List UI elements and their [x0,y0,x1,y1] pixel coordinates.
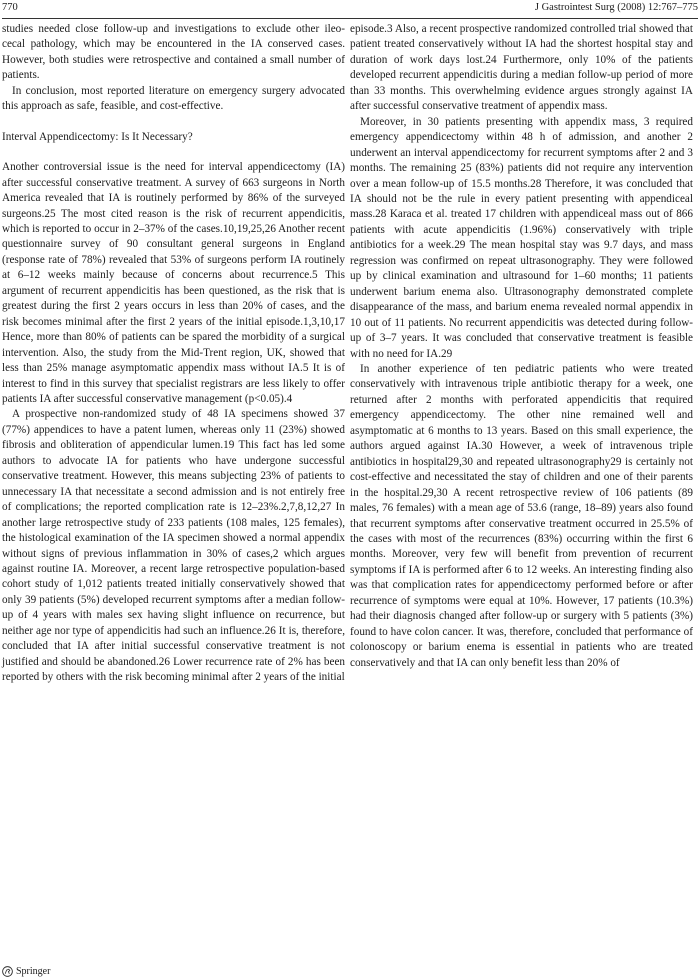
left-column [2,22,345,686]
springer-horse-icon [2,966,13,977]
page-number: 770 [2,2,18,13]
header-rule [2,18,698,19]
section-heading: Interval Appendicectomy: Is It Necessary? [2,130,193,143]
paragraph: episode.3 Also, a recent prospective randomized controlled trial showed that patient treated conservatively without IA had the shortest hospital stay and duration of work days lost.24 Furthermore, only 10% of the patients developed recurrent appendicitis during a median follow-up period of more than 33 months. This overwhelming evidence argues strongly against IA after successful conservative treatment of appendix mass. [350,23,693,113]
paragraph: In another experience of ten pediatric patients who were treated conservatively with intravenous triple antibiotic therapy for a week, one returned after 2 months with perforated appendicitis that required emergency appendicectomy. The other nine remained well and asymptomatic at 6 months to 13 years. Based on this small experience, the authors argued against IA.30 However, a week of intravenous triple antibiotics in hospital29,30 and repeated ultrasonography29 is certainly not cost-effective and necessitated the stay of children and one of their parents in the hospital.29,30 A recent retrospective review of 106 patients (89 males, 76 females) with a mean age of 53.6 (range, 18–89) years also found that recurrent symptoms after conservative treatment occurred in 25.5% of the cases with most of the recurrences (83%) occurring within the first 6 months. Moreover, very few will benefit from prevention of recurrent symptoms if IA is performed after 6 to 12 weeks. An interesting finding also was that complication rates for appendicectomy performed before or after recurrence of symptoms were equal at 10%. However, 17 patients (10.3%) had their diagnosis changed after follow-up or surgery with 5 patients (3%) found to have colon cancer. It was, therefore, concluded that performance of colonoscopy or barium enema is essential in patients who are treated conservatively and that IA can only benefit less than 20% of [350,362,693,669]
paragraph: studies needed close follow-up and investigations to exclude other ileo-cecal pathology, which may be encountered in the IA conserved cases. However, both studies were retrospective and contained a small number of patients. [2,23,345,82]
journal-citation: J Gastrointest Surg (2008) 12:767–775 [534,2,698,13]
paragraph: Another controversial issue is the need for interval appendicectomy (IA) after successful conservative treatment. A survey of 663 surgeons in North America revealed that IA is routinely performed by 86% of the surveyed surgeons.25 The most cited reason is the risk of recurrent appendicitis, which is reported to occur in 2–37% of the cases.10,19,25,26 Another recent questionnaire survey of 90 consultant general surgeons in England (response rate of 78%) revealed that 53% of surgeons perform IA routinely at 6–12 weeks mainly because of concerns about recurrence.5 This argument of recurrent appendicitis has been questioned, as the risk that is greatest during the first 2 years occurs in less than 20% of cases, and the risk becomes minimal after the first 2 years of the initial episode.1,3,10,17 Hence, more than 80% of patients can be spared the morbidity of a surgical intervention. Also, the study from the Mid-Trent region, UK, showed that less than 25% manage asymptomatic appendix mass without IA.5 It is of interest to find in this survey that specialist registrars are less likely to offer patients IA after successful conservative management (p<0.05).4 [2,161,345,405]
paragraph: In conclusion, most reported literature on emergency surgery advocated this approach as safe, feasible, and cost-effective. [2,84,345,113]
paragraph: Moreover, in 30 patients presenting with appendix mass, 3 required emergency appendicectomy within 48 h of admission, and another 2 underwent an interval appendicectomy for recurrent symptoms after 2 and 3 months. The remaining 25 (83%) patients did not require any intervention over a mean follow-up of 15.5 months.28 Therefore, it was concluded that IA should not be the rule in every patient presenting with appendiceal mass.28 Karaca et al. treated 17 children with appendiceal mass out of 866 patients with acute appendicitis (1.96%) conservatively with triple antibiotics for a week.29 The mean hospital stay was 9.7 days, and mass regression was confirmed on repeat ultrasonography. They were followed up by clinical examination and ultrasound for 1–60 months; 11 patients underwent barium enema also. Ultrasonography demonstrated complete disappearance of the mass, and barium enema revealed normal appendix in 10 out of 11 patients. No recurrent appendicitis was detected during follow-up of 3–7 years. It was concluded that conservative treatment is feasible with no need for IA.29 [350,115,693,360]
paragraph: A prospective non-randomized study of 48 IA specimens showed 37 (77%) appendices to have a patent lumen, whereas only 11 (23%) showed fibrosis and obliteration of appendicular lumen.19 This fact has led some authors to advocate IA for patients who have undergone successful conservative treatment. However, this means subjecting 23% of patients to unnecessary IA that necessitate a second admission and is not entirely free of complications; the reported complication rate is 12–23%.2,7,8,12,27 In another large retrospective study of 233 patients (108 males, 125 females), the histological examination of the IA specimen showed a normal appendix without signs of previous inflammation in 30% of cases,2 which argues against routine IA. Moreover, a recent large retrospective population-based cohort study of 1,012 patients treated initially conservatively showed that only 39 patients (5%) developed recurrent symptoms after a median follow-up of 4 years with males sex having slight influence on recurrence, but neither age nor type of appendicitis had such an influence.26 It is, therefore, concluded that IA after initial successful conservative treatment is not justified and should be abandoned.26 Lower recurrence rate of 2% has been reported by others with the risk becoming minimal after 2 years of the initial [2,408,345,684]
right-column [350,22,693,671]
running-header [2,2,698,18]
publisher-name: Springer [16,966,51,977]
page-footer [2,966,50,977]
